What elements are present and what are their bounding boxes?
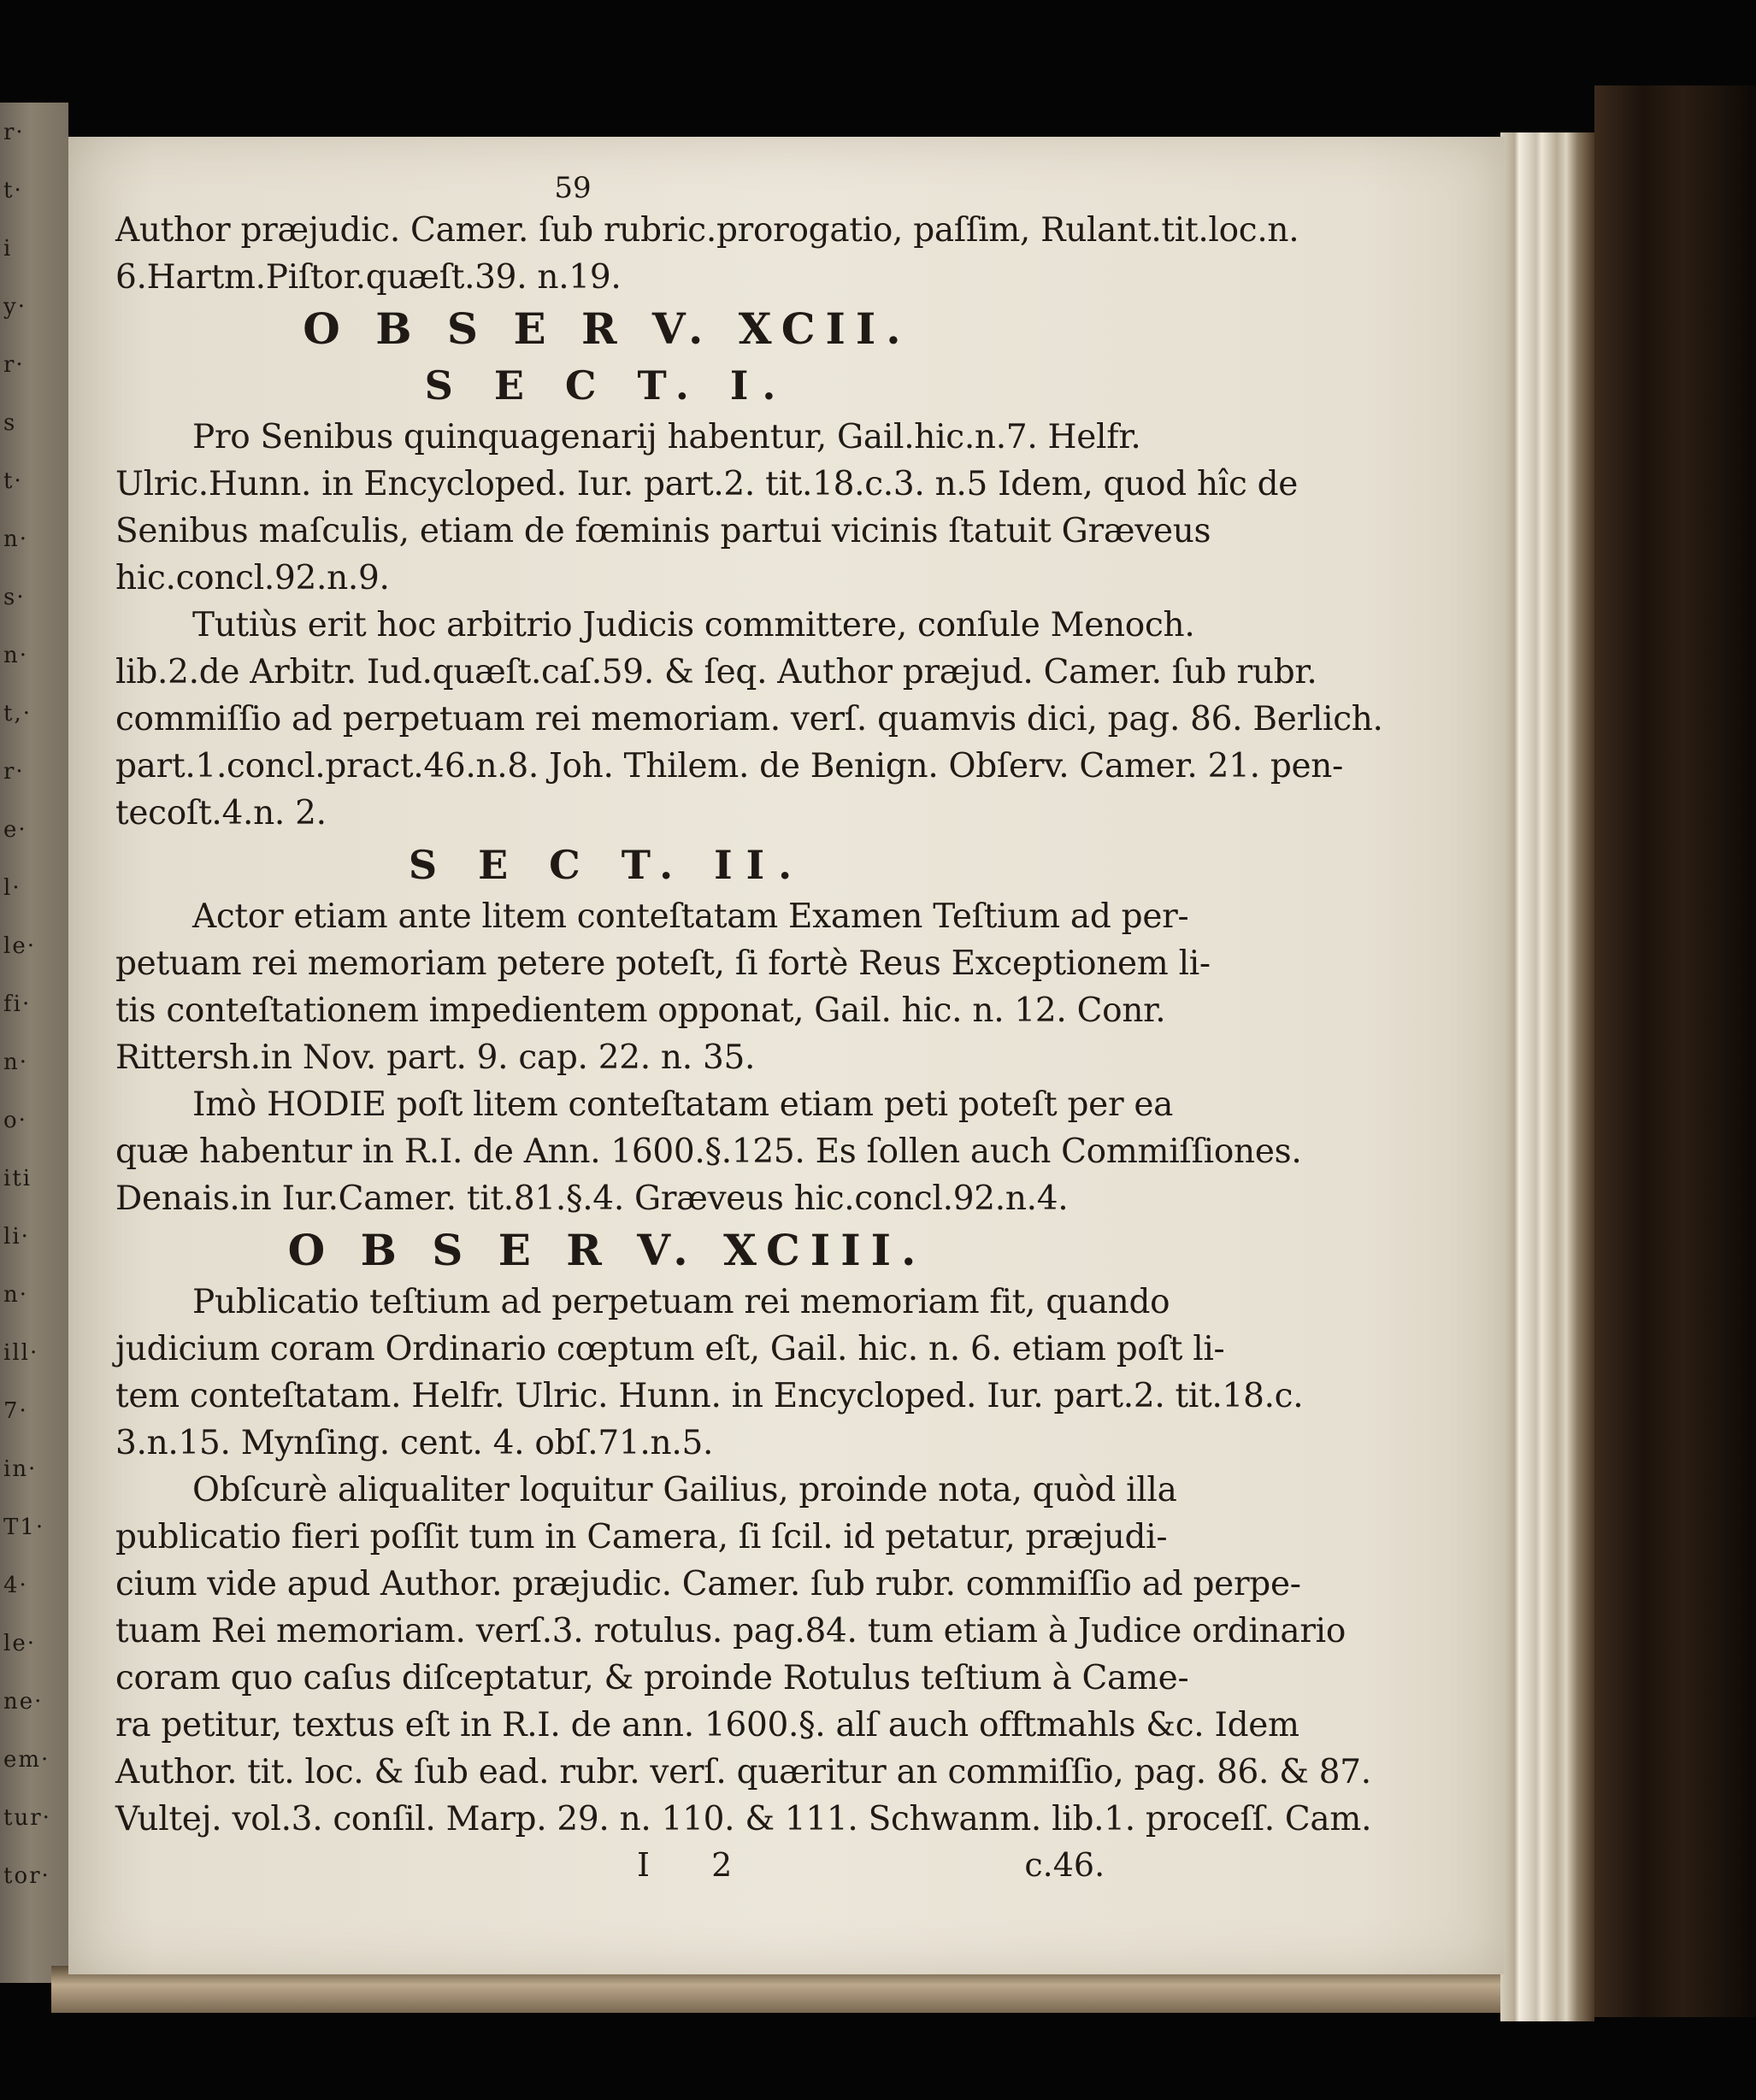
text-line: judicium coram Ordinario cœptum eſt, Gail. hic. n. 6. etiam poſt li- xyxy=(115,1330,1225,1368)
margin-fragment: r· xyxy=(3,120,25,145)
margin-fragment: tur· xyxy=(3,1805,51,1831)
signature-mark: I 2 xyxy=(637,1846,758,1884)
paragraph-first-line: Publicatio teſtium ad perpetuam rei memoriam fit, quando xyxy=(192,1283,1170,1321)
paragraph-first-line: Imò HODIE poſt litem conteſtatam etiam peti poteſt per ea xyxy=(192,1085,1174,1124)
text-line: Author. tit. loc. & ſub ead. rubr. verſ. quæritur an commiſſio, pag. 86. & 87. xyxy=(115,1753,1371,1791)
page-text xyxy=(115,171,1383,1887)
margin-fragment: le· xyxy=(3,1631,36,1656)
margin-fragment: l· xyxy=(3,875,21,901)
previous-page-edge xyxy=(0,103,68,1983)
text-line: tem conteſtatam. Helfr. Ulric. Hunn. in Encycloped. Iur. part.2. tit.18.c. xyxy=(115,1377,1304,1415)
margin-fragment: y· xyxy=(3,294,27,320)
margin-fragment: ne· xyxy=(3,1689,44,1715)
margin-fragment: T1· xyxy=(3,1515,45,1540)
text-line: hic.concl.92.n.9. xyxy=(115,559,390,597)
text-line: Denais.in Iur.Camer. tit.81.§.4. Græveus hic.concl.92.n.4. xyxy=(115,1179,1069,1218)
text-line: tuam Rei memoriam. verſ.3. rotulus. pag.84. tum etiam à Judice ordinario xyxy=(115,1612,1346,1650)
text-line: Author præjudic. Camer. ſub rubric.prorogatio, paſſim, Rulant.tit.loc.n. xyxy=(115,211,1299,250)
margin-fragment: r· xyxy=(3,759,25,785)
margin-fragment: n· xyxy=(3,643,29,668)
margin-fragment: iti xyxy=(3,1166,32,1191)
paragraph-first-line: Tutiùs erit hoc arbitrio Judicis committere, conſule Menoch. xyxy=(192,606,1195,644)
text-line: lib.2.de Arbitr. Iud.quæſt.caſ.59. & ſeq. Author præjud. Camer. ſub rubr. xyxy=(115,653,1317,691)
page-footer xyxy=(115,1843,1235,1887)
text-line: Rittersh.in Nov. part. 9. cap. 22. n. 35. xyxy=(115,1038,756,1077)
text-line: 3.n.15. Mynſing. cent. 4. obſ.71.n.5. xyxy=(115,1424,714,1462)
section-heading: S E C T. I. xyxy=(424,362,790,409)
book-page xyxy=(68,137,1505,1974)
text-line: Vultej. vol.3. conſil. Marp. 29. n. 110. & 111. Schwanm. lib.1. proceſſ. Cam. xyxy=(115,1800,1372,1838)
margin-fragment: em· xyxy=(3,1747,50,1773)
observation-heading: O B S E R V. XCIII. xyxy=(287,1225,927,1275)
margin-fragment: s xyxy=(3,410,17,436)
margin-fragment: ill· xyxy=(3,1340,39,1366)
text-line: quæ habentur in R.I. de Ann. 1600.§.125. Es ſollen auch Commiſſiones. xyxy=(115,1132,1302,1171)
margin-fragment: r· xyxy=(3,352,25,378)
margin-fragment: t,· xyxy=(3,701,32,726)
margin-fragment: t· xyxy=(3,468,23,494)
margin-fragment: i xyxy=(3,236,13,262)
margin-fragment: 4· xyxy=(3,1573,28,1598)
text-line: cium vide apud Author. præjudic. Camer. ſub rubr. commiſſio ad perpe- xyxy=(115,1565,1301,1603)
page-number: 59 xyxy=(554,171,592,205)
margin-fragment: 7· xyxy=(3,1398,28,1424)
text-line: ra petitur, textus eſt in R.I. de ann. 1600.§. alſ auch offtmahls &c. Idem xyxy=(115,1706,1299,1744)
margin-fragment: n· xyxy=(3,526,29,552)
text-line: part.1.concl.pract.46.n.8. Joh. Thilem. de Benign. Obſerv. Camer. 21. pen- xyxy=(115,747,1343,785)
margin-fragment: n· xyxy=(3,1282,29,1308)
paragraph-first-line: Obſcurè aliqualiter loquitur Gailius, proinde nota, quòd illa xyxy=(192,1471,1177,1509)
text-line: 6.Hartm.Piſtor.quæſt.39. n.19. xyxy=(115,258,622,297)
observation-heading: O B S E R V. XCII. xyxy=(303,303,911,354)
margin-fragment: s· xyxy=(3,585,26,610)
margin-fragment: fi· xyxy=(3,991,32,1017)
margin-fragment: li· xyxy=(3,1224,30,1250)
paragraph-first-line: Actor etiam ante litem conteſtatam Examen Teſtium ad per- xyxy=(192,897,1189,936)
margin-fragment: t· xyxy=(3,178,23,203)
section-heading: S E C T. II. xyxy=(408,842,806,888)
book-cover-edge xyxy=(1594,85,1756,2017)
text-line: Senibus maſculis, etiam de fœminis partui vicinis ſtatuit Græveus xyxy=(115,512,1211,550)
text-line: Ulric.Hunn. in Encycloped. Iur. part.2. tit.18.c.3. n.5 Idem, quod hîc de xyxy=(115,465,1299,503)
text-line: petuam rei memoriam petere poteſt, ſi fortè Reus Exceptionem li- xyxy=(115,944,1211,983)
margin-fragment: tor· xyxy=(3,1863,50,1889)
margin-fragment: le· xyxy=(3,933,36,959)
text-lines xyxy=(115,207,1383,1843)
text-line: tis conteſtationem impedientem opponat, Gail. hic. n. 12. Conr. xyxy=(115,991,1166,1030)
margin-fragment: o· xyxy=(3,1108,27,1133)
page-stack-edge xyxy=(1500,132,1594,2021)
margin-fragment: n· xyxy=(3,1050,29,1075)
text-line: publicatio fieri poſſit tum in Camera, ſi ſcil. id petatur, præjudi- xyxy=(115,1518,1168,1556)
margin-fragment: in· xyxy=(3,1456,38,1482)
paragraph-first-line: Pro Senibus quinquagenarij habentur, Gail.hic.n.7. Helfr. xyxy=(192,418,1141,456)
text-line: tecoſt.4.n. 2. xyxy=(115,794,327,832)
catchword: c.46. xyxy=(1024,1846,1105,1884)
text-line: coram quo caſus diſceptatur, & proinde Rotulus teſtium à Came- xyxy=(115,1659,1189,1697)
text-line: commiſſio ad perpetuam rei memoriam. verſ. quamvis dici, pag. 86. Berlich. xyxy=(115,700,1383,738)
margin-fragment: e· xyxy=(3,817,27,843)
